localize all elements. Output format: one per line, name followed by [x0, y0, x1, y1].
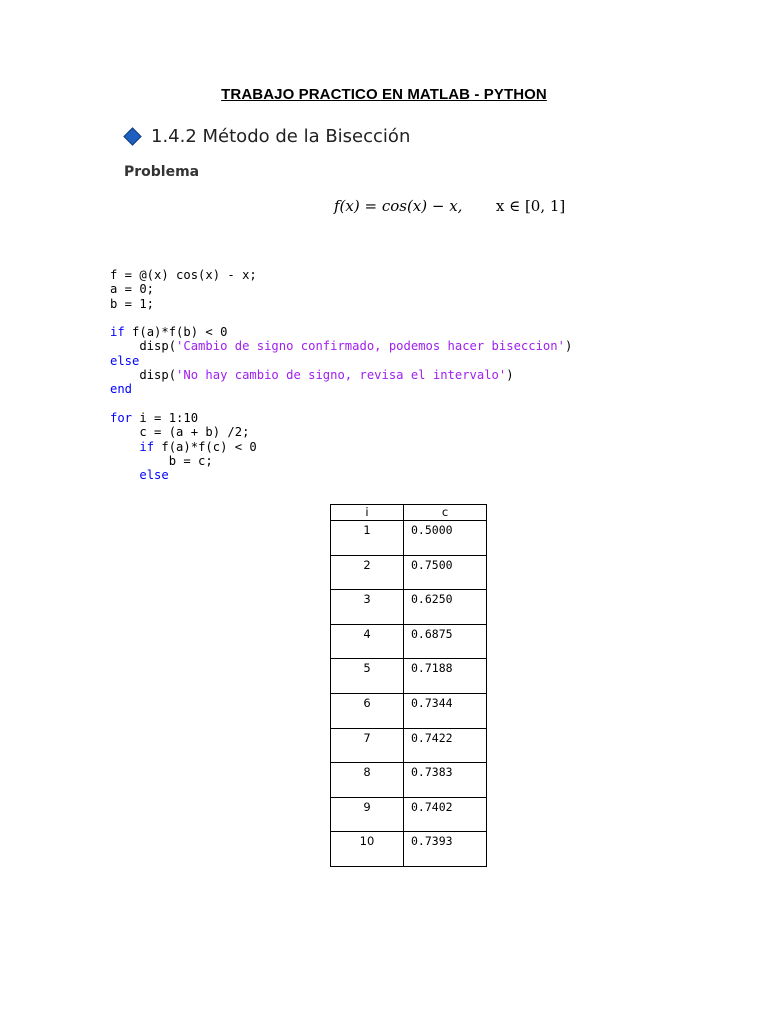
formula-domain: x ∈ [0, 1]: [495, 197, 566, 215]
code-line: f = @(x) cos(x) - x;: [110, 268, 257, 282]
code-line: a = 0;: [110, 282, 155, 297]
table-row: [331, 728, 487, 763]
cell-i: 7: [331, 728, 404, 763]
code-text: ): [564, 339, 573, 354]
table-row: [331, 659, 487, 694]
cell-c: 0.7188: [404, 659, 487, 694]
cell-c: 0.7393: [404, 832, 487, 867]
cell-c: 0.7383: [404, 763, 487, 798]
header-c: c: [404, 505, 487, 521]
section-heading: [126, 126, 410, 147]
subheading: Problema: [124, 164, 200, 180]
table-row: [331, 797, 487, 832]
code-indent: [110, 468, 139, 482]
code-line: b = 1;: [110, 296, 155, 311]
table-row: [331, 763, 487, 798]
cell-i: 4: [331, 624, 404, 659]
diamond-icon: [123, 127, 141, 145]
code-keyword: for: [110, 410, 133, 425]
cell-c: 0.5000: [404, 521, 487, 556]
cell-c: 0.7500: [404, 555, 487, 590]
code-keyword: else: [139, 468, 169, 483]
table-row: [331, 521, 487, 556]
table-row: [331, 590, 487, 625]
code-string: 'No hay cambio de signo, revisa el intervalo': [176, 368, 507, 383]
table-row: [331, 693, 487, 728]
cell-c: 0.6250: [404, 590, 487, 625]
code-line: b = c;: [110, 453, 213, 468]
code-keyword: else: [110, 353, 140, 368]
formula: [334, 197, 565, 215]
cell-c: 0.7344: [404, 693, 487, 728]
cell-i: 8: [331, 763, 404, 798]
cell-c: 0.7422: [404, 728, 487, 763]
table-row: [331, 555, 487, 590]
code-keyword: if: [139, 439, 155, 454]
code-text: disp(: [110, 339, 177, 354]
table-row: [331, 832, 487, 867]
document-title: TRABAJO PRACTICO EN MATLAB - PYTHON: [221, 86, 547, 103]
code-indent: [110, 440, 139, 454]
code-keyword: if: [110, 325, 125, 340]
section-heading-text: 1.4.2 Método de la Bisección: [151, 126, 411, 147]
code-line: c = (a + b) /2;: [110, 425, 250, 440]
code-text: disp(: [110, 368, 177, 383]
results-table: [330, 504, 487, 867]
cell-i: 9: [331, 797, 404, 832]
table-header-row: [331, 505, 487, 521]
header-i: i: [331, 505, 404, 521]
code-string: 'Cambio de signo confirmado, podemos hacer biseccion': [176, 339, 565, 354]
code-keyword: end: [110, 382, 133, 397]
cell-i: 3: [331, 590, 404, 625]
code-block: [110, 268, 572, 482]
code-text: f(a)*f(c) < 0: [154, 439, 257, 454]
table-row: [331, 624, 487, 659]
formula-lhs: f(x) = cos(x) − x,: [334, 197, 463, 215]
cell-i: 2: [331, 555, 404, 590]
code-text: ): [506, 368, 514, 383]
cell-c: 0.7402: [404, 797, 487, 832]
cell-i: 6: [331, 693, 404, 728]
cell-i: 1: [331, 521, 404, 556]
cell-i: 5: [331, 659, 404, 694]
code-text: f(a)*f(b) < 0: [124, 325, 228, 340]
cell-c: 0.6875: [404, 624, 487, 659]
code-text: i = 1:10: [132, 410, 199, 425]
cell-i: 10: [331, 832, 404, 867]
